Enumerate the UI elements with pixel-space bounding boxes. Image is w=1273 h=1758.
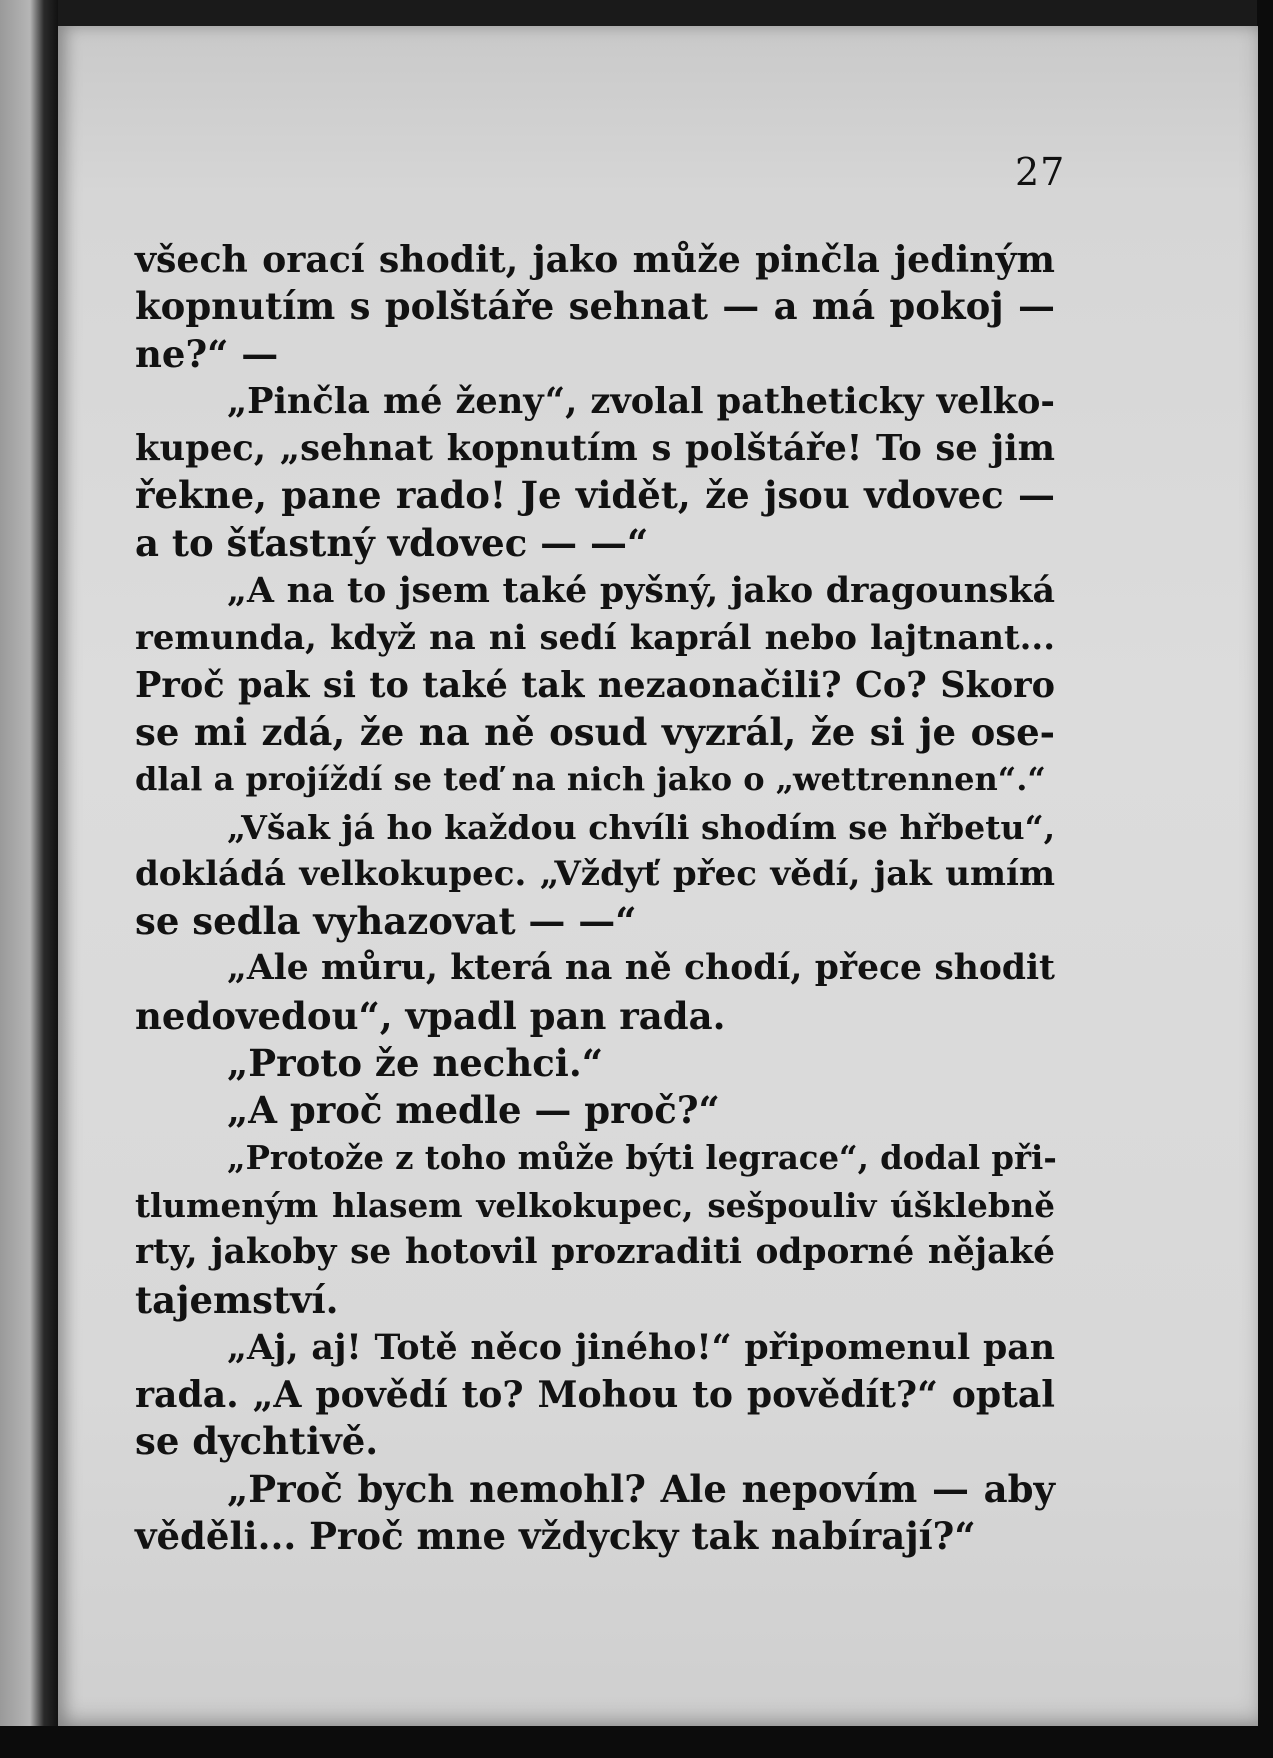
text-line: „Však já ho každou chvíli shodím se hřbetu“, [227, 807, 1056, 847]
text-line: se mi zdá, že na ně osud vyzrál, že si je ose- [135, 709, 1055, 754]
text-line: a to šťastný vdovec — —“ [135, 520, 649, 565]
text-line: tajemství. [135, 1277, 339, 1322]
text-line: kupec, „sehnat kopnutím s polštáře! To se jim [135, 428, 1055, 470]
text-line: všech orací shodit, jako může pinčla jediným [135, 238, 1055, 281]
text-line: remunda, když na ni sedí kaprál nebo lajtnant... [135, 617, 1055, 658]
text-line: „Protože z toho může býti legrace“, dodal při- [227, 1138, 1057, 1177]
page-text [135, 236, 1055, 1560]
book-spine [0, 0, 58, 1758]
text-line: „A proč medle — proč?“ [227, 1088, 720, 1133]
text-line: tlumeným hlasem velkokupec, sešpouliv úšklebně [135, 1185, 1055, 1225]
scan-edge-right [1257, 0, 1273, 1758]
text-line: věděli... Proč mne vždycky tak nabírají?“ [135, 1514, 976, 1559]
text-line: nedovedou“, vpadl pan rada. [135, 993, 726, 1038]
text-line: „Proč bych nemohl? Ale nepovím — aby [227, 1466, 1055, 1511]
text-line: dlal a projíždí se teď na nich jako o „wettrennen“.“ [135, 760, 1046, 799]
text-line: „Pinčla mé ženy“, zvolal patheticky velko- [227, 380, 1055, 422]
text-line: se dychtivě. [135, 1419, 379, 1464]
text-line: rty, jakoby se hotovil prozraditi odporné nějaké [135, 1232, 1055, 1273]
text-line: „Proto že nechci.“ [227, 1041, 603, 1086]
text-line: „A na to jsem také pyšný, jako dragounská [227, 570, 1055, 612]
page-number: 27 [1015, 150, 1066, 194]
text-line: řekne, pane rado! Je vidět, že jsou vdovec — [135, 473, 1055, 518]
text-line: „Ale můru, která na ně chodí, přece shodit [227, 948, 1055, 989]
scan-edge-bottom [0, 1726, 1273, 1758]
text-line: „Aj, aj! Totě něco jiného!“ připomenul pan [227, 1326, 1055, 1368]
text-line: se sedla vyhazovat — —“ [135, 899, 637, 944]
text-line: kopnutím s polštáře sehnat — a má pokoj — [135, 284, 1055, 329]
text-line: Proč pak si to také tak nezaonačili? Co? Skoro [135, 664, 1055, 706]
text-line: ne?“ — [135, 331, 279, 376]
text-line: rada. „A povědí to? Mohou to povědít?“ optal [135, 1373, 1055, 1417]
text-line: dokládá velkokupec. „Vždyť přec vědí, jak umím [135, 853, 1055, 894]
